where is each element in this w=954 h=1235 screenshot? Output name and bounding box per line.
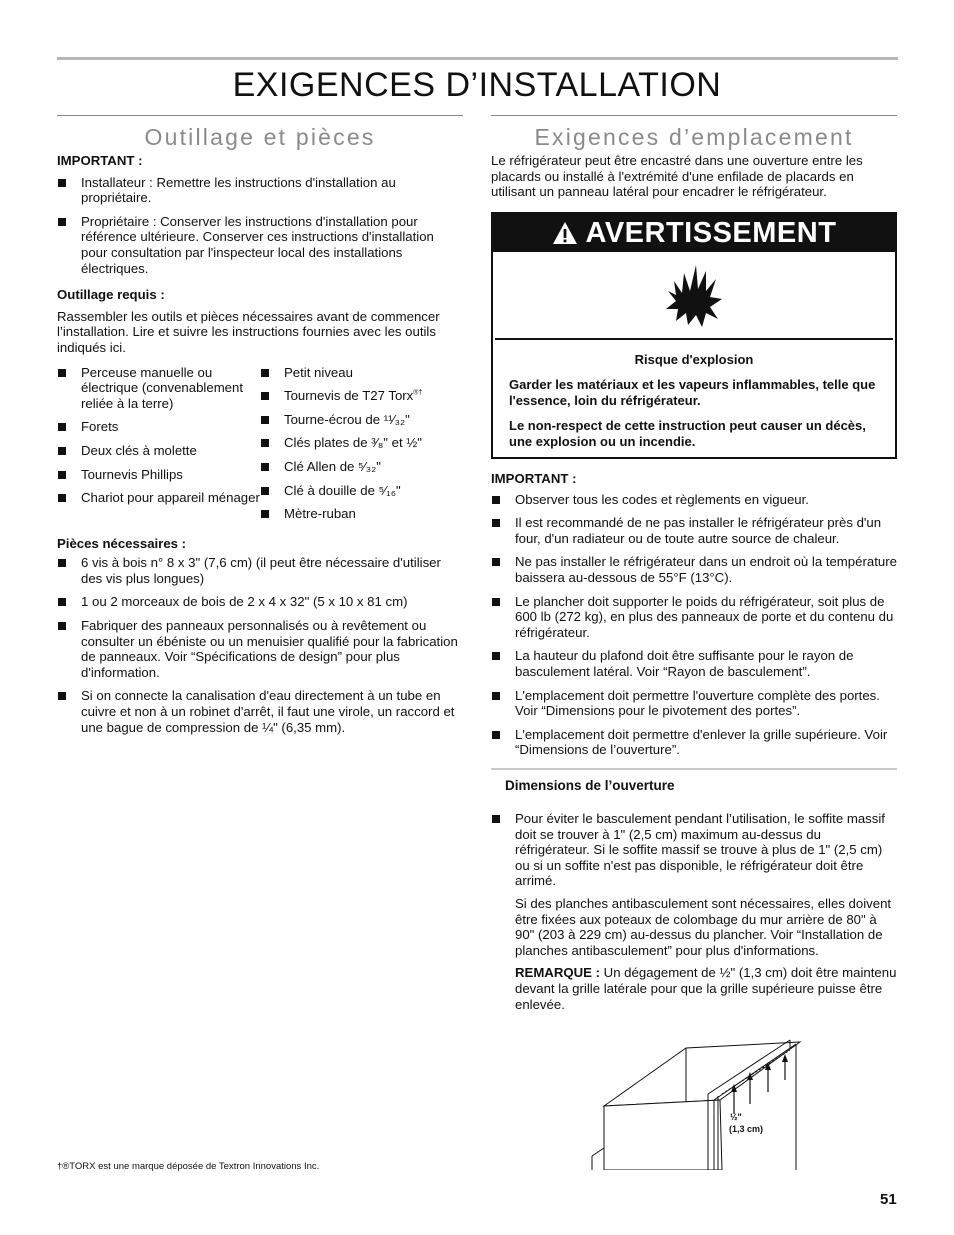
list-item: Propriétaire : Conserver les instructions d'installation pour référence ultérieure. Conserver ces instructions d'installation pour consultation par l'inspecteur local des installations électriques. [57, 214, 463, 276]
list-item: Tournevis Phillips [57, 467, 260, 483]
list-item: Clés plates de ³⁄₈" et ½" [260, 435, 463, 451]
bullet-icon [58, 692, 66, 700]
list-item: Chariot pour appareil ménager [57, 490, 260, 506]
tools-list-2 [260, 365, 463, 530]
bullet-icon [492, 558, 500, 566]
tools-list-1 [57, 365, 260, 530]
bullet-icon [261, 463, 269, 471]
list-item: Mètre-ruban [260, 506, 463, 522]
list-item: Il est recommandé de ne pas installer le réfrigérateur près d'un four, d'un radiateur ou de toute autre source de chaleur. [491, 515, 897, 546]
list-item: Si on connecte la canalisation d'eau directement à un tube en cuivre et non à un robinet d'arrêt, il faut une virole, un raccord et une bague de compression de ¼" (6,35 mm). [57, 688, 463, 735]
tools-intro: Rassembler les outils et pièces nécessaires avant de commencer l’installation. Lire et suivre les instructions fournies avec les outils indiqués ici. [57, 308, 440, 355]
warning-icon-panel [495, 252, 893, 340]
list-item: Tourne-écrou de ¹¹⁄₃₂" [260, 412, 463, 428]
bullet-icon [492, 598, 500, 606]
tools-heading: Outillage requis : [57, 287, 165, 303]
dimensions-section [491, 811, 897, 1020]
tools-lists [57, 365, 463, 530]
list-item: L'emplacement doit permettre d'enlever la grille supérieure. Voir “Dimensions de l’ouverture”. [491, 727, 897, 758]
list-item: Pour éviter le basculement pendant l’utilisation, le soffite massif doit se trouver à 1" (2,5 cm) maximum au-dessus du réfrigérateur. Si le soffite massif se trouve à plus de 1" (2,5 cm) ou si un soffite n'est pas disponible, le réfrigérateur doit être arrimé. Si des planches antibasculement sont nécessaires, elles doivent être fixées aux poteaux de colombage du mur arrière de 80" à 90" (203 à 229 cm) au-dessus du plancher. Voir “Installation de planches antibasculement” pour plus d'informations. REMARQUE : Un dégagement de ½" (1,3 cm) doit être maintenu devant la grille latérale pour que la grille supérieure puisse être enlevée. [491, 811, 897, 1012]
list-item: Tournevis de T27 Torx®† [260, 388, 463, 404]
remarque-label: REMARQUE : [515, 965, 600, 981]
list-item: Clé Allen de ⁵⁄₃₂" [260, 459, 463, 475]
list-item: Le plancher doit supporter le poids du réfrigérateur, soit plus de 600 lb (272 kg), en plus des panneaux de porte et du contenu du réfrigérateur. [491, 594, 897, 641]
diagram-label-fraction: ½" [730, 1112, 742, 1122]
bullet-icon [492, 692, 500, 700]
right-section-rule [491, 115, 897, 116]
warning-triangle-icon [552, 221, 578, 245]
warning-title: AVERTISSEMENT [585, 216, 837, 249]
dimensions-heading: Dimensions de l’ouverture [505, 778, 675, 793]
torx-mark: ®† [413, 389, 423, 397]
explosion-icon [662, 261, 726, 329]
grille-clearance-diagram [590, 1036, 810, 1170]
bullet-icon [492, 652, 500, 660]
bullet-icon [58, 622, 66, 630]
list-item: Perceuse manuelle ou électrique (convenablement reliée à la terre) [57, 365, 260, 412]
warning-line-1: Garder les matériaux et les vapeurs inflammables, telle que l'essence, loin du réfrigérateur. [509, 376, 876, 408]
list-item: Deux clés à molette [57, 443, 260, 459]
important-list [57, 175, 463, 277]
location-list [491, 492, 897, 758]
dimensions-list [491, 811, 897, 1012]
page-number: 51 [880, 1191, 897, 1208]
right-section-heading: Exigences d’emplacement [534, 124, 854, 150]
list-item: 1 ou 2 morceaux de bois de 2 x 4 x 32" (5 x 10 x 81 cm) [57, 594, 463, 610]
diagram-label-cm: (1,3 cm) [729, 1124, 764, 1134]
important-label: IMPORTANT : [57, 153, 143, 168]
list-item: Petit niveau [260, 365, 463, 381]
footnote: †®TORX est une marque déposée de Textron Innovations Inc. [57, 1161, 320, 1172]
list-item: Fabriquer des panneaux personnalisés ou à revêtement ou consulter un ébéniste ou un menuisier qualifié pour la fabrication de panneaux. Voir “Spécifications de design” pour plus d'information. [57, 618, 463, 680]
left-section-rule [57, 115, 463, 116]
right-important-section [491, 471, 897, 766]
remarque-paragraph: REMARQUE : Un dégagement de ½" (1,3 cm) doit être maintenu devant la grille latérale pour que la grille supérieure puisse être enlevée. [515, 965, 897, 1012]
page-title: EXIGENCES D’INSTALLATION [232, 66, 722, 104]
bullet-icon [261, 439, 269, 447]
important-label: IMPORTANT : [491, 471, 577, 486]
list-item: L'emplacement doit permettre l'ouverture complète des portes. Voir “Dimensions pour le pivotement des portes”. [491, 688, 897, 719]
bullet-icon [261, 510, 269, 518]
list-item: Forets [57, 419, 260, 435]
bullet-icon [492, 815, 500, 823]
bullet-icon [261, 392, 269, 400]
list-item: Installateur : Remettre les instructions d'installation au propriétaire. [57, 175, 463, 206]
bullet-icon [58, 598, 66, 606]
warning-header [493, 214, 895, 252]
bullet-icon [492, 519, 500, 527]
list-item: Clé à douille de ⁵⁄₁₆" [260, 483, 463, 499]
bullet-icon [58, 447, 66, 455]
warning-body [493, 340, 895, 451]
bullet-icon [58, 559, 66, 567]
left-column [57, 153, 463, 743]
bullet-icon [58, 369, 66, 377]
left-section-heading: Outillage et pièces [144, 124, 376, 150]
warning-risk: Risque d'explosion [634, 352, 754, 367]
bullet-icon [261, 416, 269, 424]
warning-box [491, 212, 897, 459]
dimensions-paragraph: Si des planches antibasculement sont nécessaires, elles doivent être fixées aux poteaux de colombage du mur arrière de 80" à 90" (203 à 229 cm) au-dessus du plancher. Voir “Installation de planches antibasculement” pour plus d'informations. [515, 895, 892, 958]
location-intro: Le réfrigérateur peut être encastré dans une ouverture entre les placards ou installé à l'extrémité d'une enfilade de placards en utilisant un panneau latéral pour encadrer le réfrigérateur. [491, 153, 863, 200]
bullet-icon [492, 496, 500, 504]
bullet-icon [58, 218, 66, 226]
list-item: La hauteur du plafond doit être suffisante pour le rayon de basculement latéral. Voir “Rayon de basculement”. [491, 648, 897, 679]
bullet-icon [58, 471, 66, 479]
bullet-icon [261, 369, 269, 377]
bullet-icon [261, 487, 269, 495]
bullet-icon [492, 731, 500, 739]
list-item: 6 vis à bois n° 8 x 3" (7,6 cm) (il peut être nécessaire d'utiliser des vis plus longues) [57, 555, 463, 586]
list-item: Ne pas installer le réfrigérateur dans un endroit où la température baissera au-dessous de 55°F (13°C). [491, 554, 897, 585]
parts-heading: Pièces nécessaires : [57, 535, 187, 551]
bullet-icon [58, 179, 66, 187]
parts-list [57, 555, 463, 735]
bullet-icon [58, 423, 66, 431]
bullet-icon [58, 494, 66, 502]
top-rule [57, 57, 898, 60]
list-item: Observer tous les codes et règlements en vigueur. [491, 492, 897, 508]
warning-line-2: Le non-respect de cette instruction peut causer un décès, une explosion ou un incendie. [509, 417, 866, 449]
